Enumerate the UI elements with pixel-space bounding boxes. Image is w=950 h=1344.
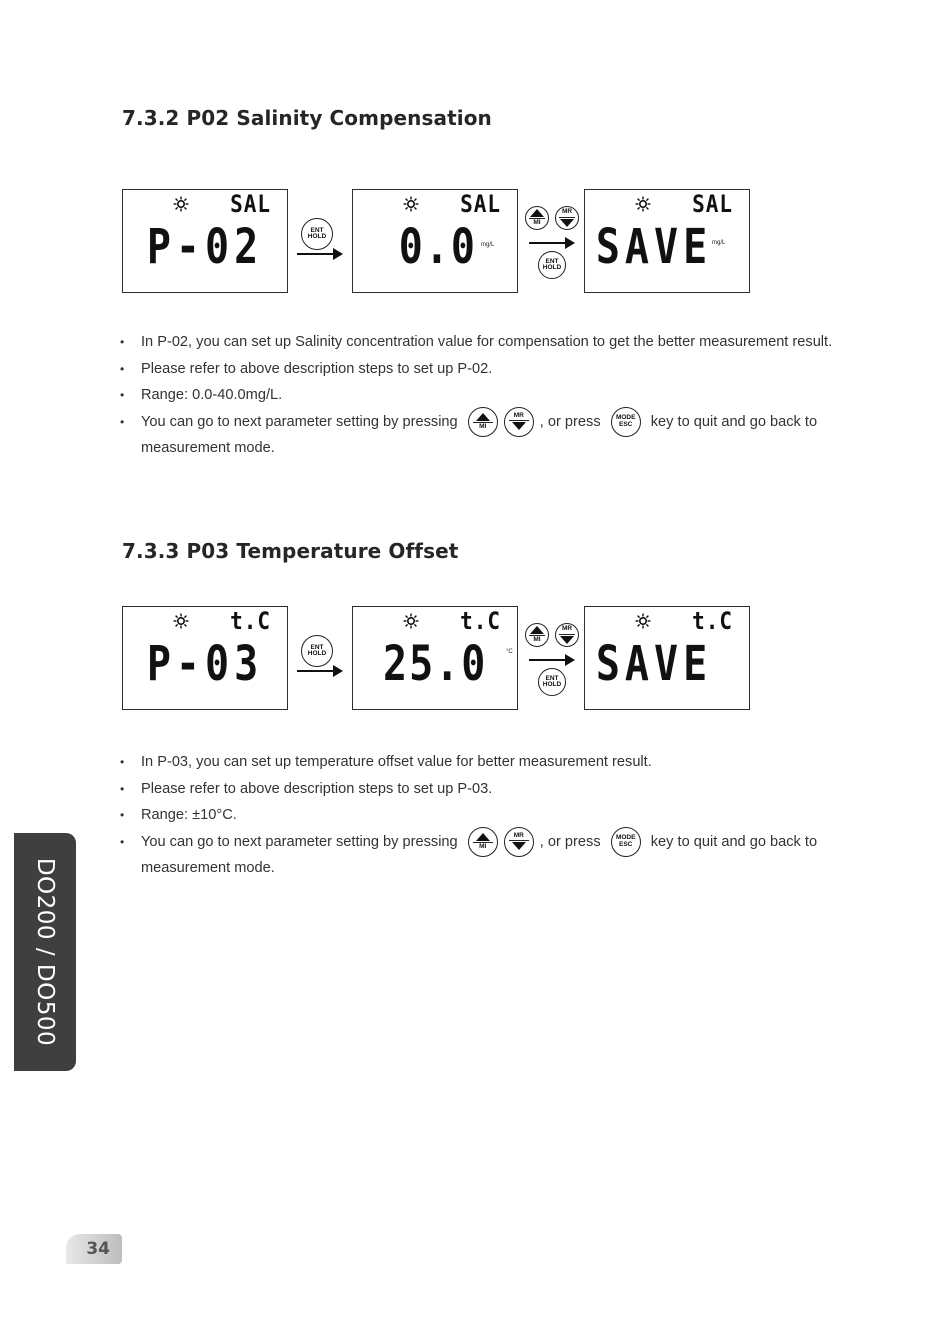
bullet-list-p03 [120, 749, 840, 882]
lcd-unit: °C [506, 649, 513, 655]
down-arrow-icon [560, 636, 574, 644]
sun-icon [173, 613, 189, 629]
lcd-main-readout: P-03 [146, 636, 264, 692]
lcd-unit: mg/L [712, 240, 726, 246]
lcd-display-p03-save [584, 606, 750, 710]
mi-label: MI [533, 636, 541, 644]
list-item: • Please refer to above description steps to set up P-02. [120, 356, 840, 383]
hold-label: HOLD [542, 681, 562, 688]
ent-label: ENT [545, 674, 559, 682]
ent-hold-button [538, 668, 566, 696]
bullet-text: , or press [539, 413, 601, 430]
mi-up-button [525, 623, 549, 647]
mr-label: MR [513, 831, 524, 839]
sun-icon [403, 196, 419, 212]
list-item: • In P-03, you can set up temperature offset value for better measurement result. [120, 749, 840, 776]
down-arrow-icon [512, 842, 526, 850]
section-heading-p02: 7.3.2 P02 Salinity Compensation [122, 106, 492, 130]
lcd-indicator: t.C [692, 607, 733, 635]
mr-down-button [504, 827, 534, 857]
right-arrow-icon [297, 253, 341, 255]
mi-label: MI [479, 842, 487, 850]
esc-label: ESC [619, 840, 633, 848]
down-arrow-icon [512, 422, 526, 430]
sun-icon [635, 613, 651, 629]
bullet-text: key to quit and go back to measurement mode. [141, 413, 818, 456]
mode-esc-button [611, 827, 641, 857]
lcd-display-p02-param [122, 189, 288, 293]
right-arrow-icon [529, 242, 573, 244]
ent-hold-button [301, 218, 333, 250]
lcd-main-readout: SAVE [595, 636, 713, 692]
lcd-main-readout: SAVE [595, 219, 713, 275]
list-item: • Range: ±10°C. [120, 802, 840, 829]
sun-icon [635, 196, 651, 212]
ent-label: ENT [310, 226, 324, 234]
mr-label: MR [513, 411, 524, 419]
mode-label: MODE [615, 414, 636, 422]
list-item: • Please refer to above description steps to set up P-03. [120, 776, 840, 803]
sun-icon [173, 196, 189, 212]
bullet-text: You can go to next parameter setting by pressing [141, 833, 458, 850]
section-heading-p03: 7.3.3 P03 Temperature Offset [122, 539, 459, 563]
lcd-display-p02-save [584, 189, 750, 293]
mi-label: MI [479, 422, 487, 430]
bullet-text: , or press [539, 833, 601, 850]
right-arrow-icon [529, 659, 573, 661]
lcd-indicator: t.C [230, 607, 271, 635]
bullet-list-p02 [120, 329, 840, 462]
side-tab-label: DO200 / DO500 [32, 857, 58, 1047]
ent-label: ENT [310, 643, 324, 651]
hold-label: HOLD [307, 650, 327, 657]
up-arrow-icon [476, 833, 490, 841]
lcd-indicator: t.C [460, 607, 501, 635]
list-item [120, 409, 840, 462]
lcd-indicator: SAL [460, 190, 501, 218]
mr-down-button [555, 623, 579, 647]
lcd-unit: mg/L [481, 242, 495, 248]
down-arrow-icon [560, 219, 574, 227]
mr-down-button [504, 407, 534, 437]
lcd-indicator: SAL [692, 190, 733, 218]
ent-hold-button [538, 251, 566, 279]
lcd-main-readout: 25.0 [383, 636, 488, 692]
mr-label: MR [561, 208, 573, 216]
list-item: • In P-02, you can set up Salinity concentration value for compensation to get the better measurement result. [120, 329, 840, 356]
lcd-display-p03-param [122, 606, 288, 710]
lcd-display-p02-value [352, 189, 518, 293]
list-item: • Range: 0.0-40.0mg/L. [120, 382, 840, 409]
lcd-indicator: SAL [230, 190, 271, 218]
hold-label: HOLD [307, 233, 327, 240]
right-arrow-icon [297, 670, 341, 672]
list-item [120, 829, 840, 882]
lcd-main-readout: P-02 [146, 219, 264, 275]
lcd-main-readout: 0.0 [398, 219, 477, 275]
up-arrow-icon [476, 413, 490, 421]
mi-up-button [468, 407, 498, 437]
mode-label: MODE [615, 834, 636, 842]
ent-label: ENT [545, 257, 559, 265]
bullet-text: You can go to next parameter setting by pressing [141, 413, 458, 430]
esc-label: ESC [619, 420, 633, 428]
sun-icon [403, 613, 419, 629]
hold-label: HOLD [542, 264, 562, 271]
up-arrow-icon [530, 626, 544, 634]
mode-esc-button [611, 407, 641, 437]
bullet-text: key to quit and go back to measurement mode. [141, 833, 818, 876]
mr-label: MR [561, 625, 573, 633]
mr-down-button [555, 206, 579, 230]
lcd-display-p03-value [352, 606, 518, 710]
side-tab [14, 833, 76, 1071]
mi-up-button [525, 206, 549, 230]
mi-up-button [468, 827, 498, 857]
mi-label: MI [533, 219, 541, 227]
page-number-tab [66, 1234, 122, 1264]
up-arrow-icon [530, 209, 544, 217]
page-number: 34 [86, 1239, 110, 1259]
ent-hold-button [301, 635, 333, 667]
